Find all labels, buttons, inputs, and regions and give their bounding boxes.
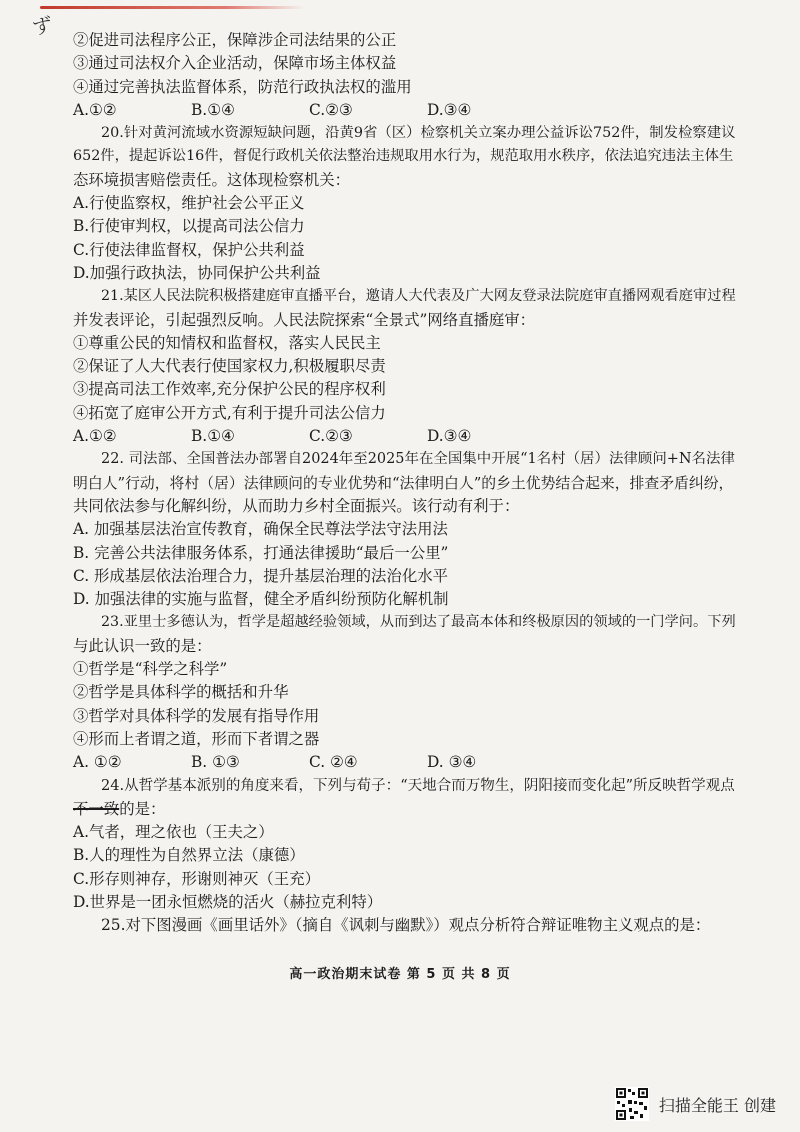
scanner-label: 扫描全能王 创建: [658, 1095, 776, 1115]
page-footer: 高一政治期末试卷 第 5 页 共 8 页: [289, 967, 511, 982]
text-line: [73, 542, 733, 565]
line-text: 652件，提起诉讼16件，督促行政机关依法整治违规取用水行为，规范取用水秩序，依法追究违法主体生: [73, 148, 734, 165]
text-line: [73, 775, 733, 798]
text-line: [73, 565, 733, 588]
answer-options: [73, 751, 733, 774]
line-text: ③通过司法权介入企业活动，保障市场主体权益: [73, 54, 397, 73]
answer-option: D. ③④: [427, 753, 477, 772]
answer-option: B.①④: [191, 100, 235, 119]
text-line: [73, 821, 733, 844]
line-text: 25.对下图漫画《画里话外》（摘自《讽刺与幽默》）观点分析符合辩证唯物主义观点的是：: [101, 916, 711, 935]
text-line: [73, 588, 733, 611]
line-text: ②促进司法程序公正，保障涉企司法结果的公正: [73, 31, 397, 49]
line-text: 23.亚里士多德认为，哲学是超越经验领域，从而到达了最高本体和终极原因的领域的一门学问。下列: [101, 614, 736, 631]
line-text: ③哲学对具体科学的发展有指导作用: [73, 706, 320, 725]
line-text: ②保证了人大代表行使国家权力,积极履职尽责: [73, 357, 386, 376]
line-text: 21.某区人民法院积极搭建庭审直播平台，邀请人大代表及广大网友登录法院庭审直播网观看庭审过程: [101, 288, 736, 305]
handwritten-mark: ず: [30, 12, 54, 40]
answer-option: B. ①③: [191, 753, 240, 772]
line-text: ①哲学是“科学之科学”: [73, 660, 228, 679]
answer-option: C. ②④: [309, 753, 358, 772]
text-line: [73, 681, 733, 704]
text-line: [73, 495, 733, 518]
text-line: [73, 262, 733, 285]
line-text: ②哲学是具体科学的概括和升华: [73, 683, 289, 702]
line-text: 明白人”行动，将村（居）法律顾问的专业优势和“法律明白人”的乡土优势结合起来，排查矛盾纠纷，: [73, 474, 734, 492]
line-text: 22. 司法部、全国普法办部署自2024年至2025年在全国集中开展“1名村（居）法律顾问+N名法律: [101, 451, 735, 468]
text-line: [73, 635, 733, 658]
line-text: C. 形成基层依法治理合力，提升基层治理的法治化水平: [73, 566, 448, 585]
line-text: A. 加强基层法治宣传教育，确保全民尊法学法守法用法: [73, 520, 448, 539]
scanner-watermark: [615, 1087, 776, 1121]
line-text: B. 完善公共法律服务体系，打通法律援助“最后一公里”: [73, 543, 449, 562]
line-text: 24.从哲学基本派别的角度来看，下列与荀子：“天地合而万物生，阴阳接而变化起”所反映哲学观点: [101, 777, 735, 794]
text-line: [73, 448, 733, 471]
answer-option: A. ①②: [73, 753, 122, 772]
text-line: [73, 355, 733, 378]
struck-text: 不一致: [73, 799, 120, 818]
text-line: [73, 658, 733, 681]
answer-options: [73, 99, 733, 122]
line-text: C.行使法律监督权，保护公共利益: [73, 240, 305, 259]
line-text: B.行使审判权，以提高司法公信力: [73, 217, 305, 236]
line-text: ③提高司法工作效率,充分保护公民的程序权利: [73, 380, 386, 399]
answer-options: [73, 425, 733, 448]
answer-option: C.②③: [309, 100, 353, 119]
text-line: [73, 611, 736, 634]
line-text: A.气者，理之依也（王夫之）: [73, 823, 274, 842]
line-text: C.形存则神存，形谢则神灭（王充）: [73, 869, 320, 888]
answer-option: D.③④: [427, 427, 472, 446]
text-line: [73, 309, 733, 332]
line-text: D. 加强法律的实施与监督，健全矛盾纠纷预防化解机制: [73, 590, 449, 609]
answer-option: A.①②: [73, 427, 117, 446]
line-text: A.行使监察权，维护社会公平正义: [73, 194, 305, 213]
text-line: [73, 402, 733, 425]
line-text: D.世界是一团永恒燃烧的活火（赫拉克利特）: [73, 892, 383, 911]
text-line: [73, 169, 733, 192]
red-pen-mark: [40, 6, 305, 9]
text-line: [73, 705, 733, 728]
text-line: [73, 472, 733, 495]
text-line: [73, 145, 733, 168]
line-text: B.人的理性为自然界立法（康德）: [73, 846, 305, 865]
text-line: [73, 518, 733, 541]
answer-option: A.①②: [73, 100, 117, 119]
line-text: 态环境损害赔偿责任。这体现检察机关：: [73, 170, 351, 189]
line-text: ④拓宽了庭审公开方式,有利于提升司法公信力: [73, 403, 386, 422]
answer-option: C.②③: [309, 427, 353, 446]
answer-option: D.③④: [427, 100, 472, 119]
answer-option: B.①④: [191, 427, 235, 446]
text-line: [73, 122, 736, 145]
line-text: 并发表评论，引起强烈反响。人民法院探索“全景式”网络直播庭审：: [73, 310, 536, 329]
line-text: 的是：: [119, 799, 166, 818]
line-text: ④通过完善执法监督体系，防范行政执法权的滥用: [73, 77, 412, 96]
text-line: [73, 914, 733, 937]
question-body: [73, 29, 736, 938]
text-line: [73, 798, 733, 821]
text-line: [73, 29, 733, 52]
line-text: 共同依法参与化解纠纷，从而助力乡村全面振兴。该行动有利于：: [73, 496, 520, 515]
text-line: [73, 215, 733, 238]
text-line: [73, 891, 733, 914]
text-line: [73, 378, 733, 401]
line-text: 与此认识一致的是：: [73, 636, 212, 655]
text-line: [73, 192, 733, 215]
line-text: D.加强行政执法，协同保护公共利益: [73, 263, 321, 282]
text-line: [73, 332, 733, 355]
text-line: [73, 868, 733, 891]
text-line: [73, 728, 733, 751]
text-line: [73, 239, 733, 262]
line-text: ④形而上者谓之道，形而下者谓之器: [73, 729, 320, 748]
qr-code-icon: [615, 1087, 649, 1121]
line-text: ①尊重公民的知情权和监督权，落实人民民主: [73, 333, 381, 352]
text-line: [73, 285, 736, 308]
text-line: [73, 844, 733, 867]
text-line: [73, 76, 733, 99]
line-text: 20.针对黄河流域水资源短缺问题，沿黄9省（区）检察机关立案办理公益诉讼752件，制发检察建议: [101, 125, 736, 142]
text-line: [73, 52, 733, 75]
